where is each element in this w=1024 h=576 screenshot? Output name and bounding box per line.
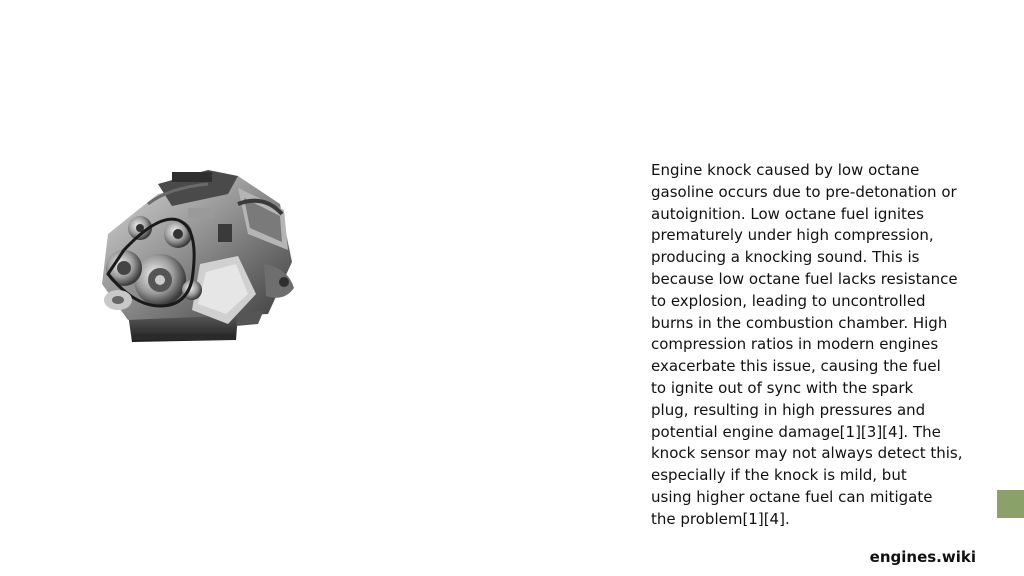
body-line: using higher octane fuel can mitigate <box>651 487 933 506</box>
brand-label: engines.wiki <box>869 548 976 566</box>
body-line: especially if the knock is mild, but <box>651 466 907 485</box>
body-line: knock sensor may not always detect this, <box>651 444 963 463</box>
body-paragraph <box>651 160 977 531</box>
body-line: compression ratios in modern engines <box>651 335 939 354</box>
body-line: autoignition. Low octane fuel ignites <box>651 204 924 223</box>
engine-image <box>88 164 300 350</box>
body-line: potential engine damage[1][3][4]. The <box>651 422 941 441</box>
body-line: prematurely under high compression, <box>651 226 934 245</box>
body-line: plug, resulting in high pressures and <box>651 400 926 419</box>
body-line: burns in the combustion chamber. High <box>651 313 948 332</box>
accent-block <box>997 490 1024 518</box>
engine-icon <box>88 164 300 350</box>
body-line: the problem[1][4]. <box>651 509 790 528</box>
body-line: Engine knock caused by low octane <box>651 161 920 179</box>
body-line: producing a knocking sound. This is <box>651 248 920 267</box>
body-line: because low octane fuel lacks resistance <box>651 269 958 288</box>
body-line: exacerbate this issue, causing the fuel <box>651 357 941 376</box>
body-line: gasoline occurs due to pre-detonation or <box>651 182 957 201</box>
body-line: to ignite out of sync with the spark <box>651 378 914 397</box>
body-line: to explosion, leading to uncontrolled <box>651 291 926 310</box>
